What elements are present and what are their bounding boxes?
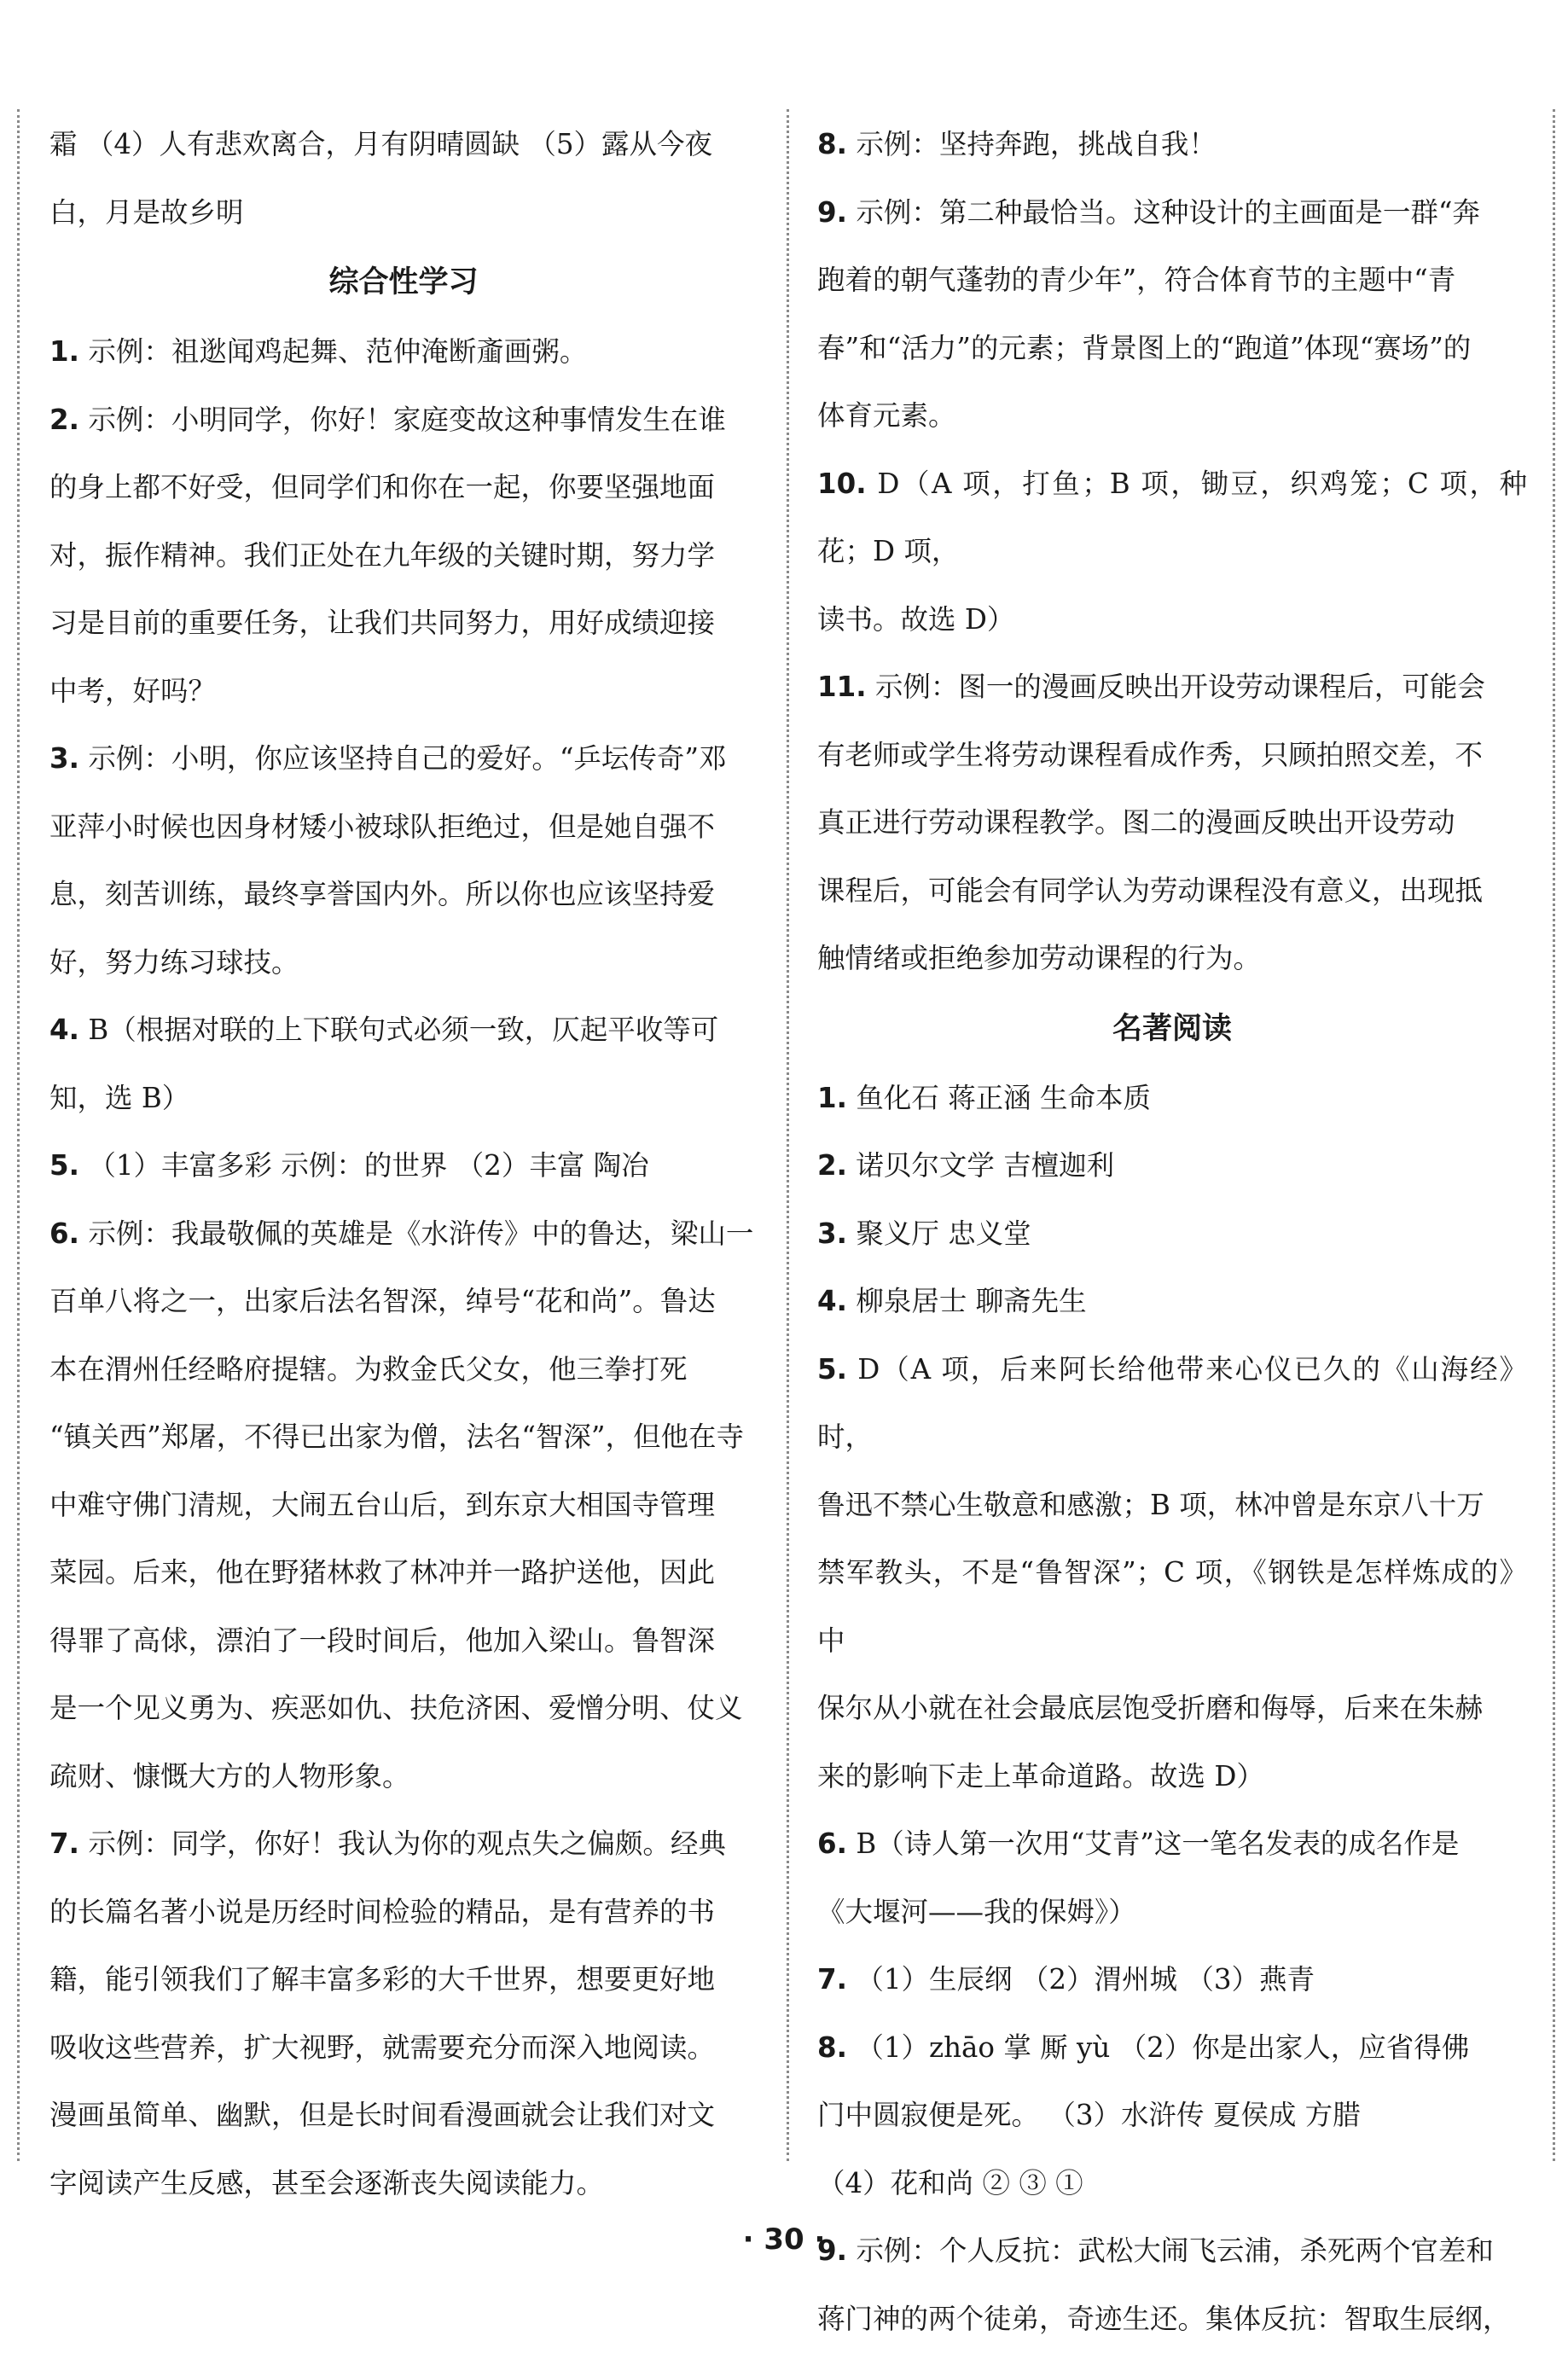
answer-line: [49, 1946, 758, 2014]
answer-text: 禁军教头，不是“鲁智深”；C 项，《钢铁是怎样炼成的》中: [817, 1556, 1527, 1657]
answer-line: [49, 725, 758, 793]
answer-text: 课程后，可能会有同学认为劳动课程没有意义，出现抵: [817, 874, 1483, 907]
answer-text: 真正进行劳动课程教学。图二的漫画反映出开设劳动: [817, 806, 1455, 839]
answer-text: 中难守佛门清规，大闹五台山后，到东京大相国寺管理: [49, 1489, 715, 1521]
comprehensive-study-answers-continued: [817, 111, 1527, 993]
answer-line: [817, 925, 1527, 993]
answer-number: 9.: [817, 2234, 847, 2267]
answer-number: 11.: [817, 671, 867, 703]
answer-text: （1）zhāo 掌 厮 yù （2）你是出家人，应省得佛: [856, 2031, 1469, 2064]
answer-item: [817, 179, 1527, 450]
answer-number: 6.: [817, 1827, 847, 1860]
answer-text: 中考，好吗？: [49, 675, 216, 707]
answer-text: 聚义厅 忠义堂: [856, 1217, 1031, 1250]
answer-line: [49, 658, 758, 726]
answer-text: 籍，能引领我们了解丰富多彩的大千世界，想要更好地: [49, 1963, 715, 1996]
right-column: [817, 111, 1527, 2353]
left-column: [49, 111, 758, 2217]
answer-number: 4.: [817, 1285, 847, 1317]
section-title-comprehensive-study: 综合性学习: [49, 248, 758, 317]
answer-text: 是一个见义勇为、疾恶如仇、扶危济困、爱憎分明、仗义: [49, 1692, 743, 1724]
answer-text: “镇关西”郑屠，不得已出家为僧，法名“智深”，但他在寺: [49, 1421, 744, 1453]
answer-text: 息，刻苦训练，最终享誉国内外。所以你也应该坚持爱: [49, 878, 715, 910]
classic-reading-answers: [817, 1065, 1527, 2353]
answer-line: [49, 929, 758, 997]
answer-text: 鱼化石 蒋正涵 生命本质: [856, 1082, 1151, 1114]
answer-text: 亚萍小时候也因身材矮小被球队拒绝过，但是她自强不: [49, 810, 715, 843]
answer-item: [817, 1810, 1527, 1946]
answer-item: [817, 1268, 1527, 1336]
answer-line: [49, 1336, 758, 1404]
answer-line: [49, 454, 758, 522]
answer-text: 知，选 B）: [49, 1082, 189, 1114]
answer-text: 的长篇名著小说是历经时间检验的精品，是有营养的书: [49, 1896, 715, 1928]
answer-text: 示例：坚持奔跑，挑战自我！: [856, 128, 1217, 160]
answer-text: 示例：同学，你好！我认为你的观点失之偏颇。经典: [88, 1827, 726, 1860]
text-line: 霜 （4）人有悲欢离合，月有阴晴圆缺 （5）露从今夜: [49, 111, 758, 179]
answer-line: [817, 2150, 1527, 2218]
answer-text: 吸收这些营养，扩大视野，就需要充分而深入地阅读。: [49, 2031, 715, 2064]
answer-text: 示例：图一的漫画反映出开设劳动课程后，可能会: [875, 671, 1485, 703]
answer-line: [49, 1200, 758, 1269]
column-divider: [787, 109, 789, 2161]
answer-text: 体育元素。: [817, 399, 956, 432]
answer-line: [49, 1132, 758, 1200]
answer-number: 5.: [817, 1353, 847, 1386]
answer-line: [817, 586, 1527, 654]
answer-line: [817, 1065, 1527, 1133]
answer-line: [817, 382, 1527, 450]
answer-line: [49, 522, 758, 590]
text-line: 白，月是故乡明: [49, 179, 758, 247]
answer-line: [49, 1268, 758, 1336]
answer-text: 对，振作精神。我们正处在九年级的关键时期，努力学: [49, 539, 715, 572]
answer-item: [817, 654, 1527, 993]
answer-item: [817, 450, 1527, 654]
answer-text: 的身上都不好受，但同学们和你在一起，你要坚强地面: [49, 471, 715, 503]
answer-text: （1）丰富多彩 示例：的世界 （2）丰富 陶冶: [88, 1149, 648, 1182]
answer-number: 4.: [49, 1014, 79, 1046]
answer-item: [49, 725, 758, 996]
answer-number: 6.: [49, 1217, 79, 1250]
answer-number: 5.: [49, 1149, 79, 1182]
answer-text: （1）生辰纲 （2）渭州城 （3）燕青: [856, 1963, 1315, 1996]
answer-text: 来的影响下走上革命道路。故选 D）: [817, 1760, 1264, 1792]
answer-line: [817, 1472, 1527, 1540]
answer-line: [49, 386, 758, 455]
answer-line: [49, 1743, 758, 1811]
answer-text: 蒋门神的两个徒弟，奇迹生还。集体反抗：智取生辰纲，: [817, 2303, 1511, 2335]
answer-line: [817, 1539, 1527, 1675]
answer-line: [49, 2082, 758, 2150]
answer-number: 8.: [817, 128, 847, 160]
answer-line: [817, 722, 1527, 790]
answer-line: [817, 1946, 1527, 2014]
answer-item: [817, 1200, 1527, 1269]
answer-text: 示例：祖逖闻鸡起舞、范仲淹断齑画粥。: [88, 335, 587, 368]
comprehensive-study-answers: [49, 318, 758, 2217]
answer-line: [49, 590, 758, 658]
answer-text: 疏财、慷慨大方的人物形象。: [49, 1760, 410, 1792]
answer-text: 门中圆寂便是死。 （3）水浒传 夏侯成 方腊: [817, 2099, 1361, 2131]
answer-line: [49, 1607, 758, 1676]
answer-text: 示例：我最敬佩的英雄是《水浒传》中的鲁达，梁山一: [88, 1217, 753, 1250]
answer-line: [817, 111, 1527, 179]
answer-line: [49, 2150, 758, 2218]
answer-line: [817, 247, 1527, 315]
answer-line: [817, 1268, 1527, 1336]
answer-text: 柳泉居士 聊斋先生: [856, 1285, 1086, 1317]
answer-text: D（A 项，打鱼；B 项，锄豆，织鸡笼；C 项，种花；D 项，: [817, 468, 1527, 568]
page-border-left: [17, 109, 20, 2161]
answer-number: 9.: [817, 196, 847, 229]
answer-number: 10.: [817, 468, 867, 500]
answer-line: [49, 793, 758, 862]
answer-line: [817, 450, 1527, 586]
answer-number: 7.: [49, 1827, 79, 1860]
answer-text: 春”和“活力”的元素；背景图上的“跑道”体现“赛场”的: [817, 332, 1471, 364]
answer-text: B（诗人第一次用“艾青”这一笔名发表的成名作是: [856, 1827, 1459, 1860]
answer-line: [49, 861, 758, 929]
answer-line: [817, 179, 1527, 247]
answer-line: [49, 318, 758, 386]
answer-text: 读书。故选 D）: [817, 603, 1014, 636]
answer-item: [49, 386, 758, 726]
answer-line: [49, 996, 758, 1065]
answer-number: 2.: [49, 404, 79, 436]
answer-line: [49, 1403, 758, 1472]
answer-text: 跑着的朝气蓬勃的青少年”，符合体育节的主题中“青: [817, 264, 1455, 296]
answer-item: [817, 111, 1527, 179]
answer-line: [817, 857, 1527, 926]
answer-item: [49, 1200, 758, 1811]
answer-line: [49, 2014, 758, 2083]
answer-text: 字阅读产生反感，甚至会逐渐丧失阅读能力。: [49, 2167, 604, 2199]
answer-text: 保尔从小就在社会最底层饱受折磨和侮辱，后来在朱赫: [817, 1692, 1483, 1724]
answer-number: 1.: [817, 1082, 847, 1114]
answer-number: 8.: [817, 2031, 847, 2064]
answer-text: D（A 项，后来阿长给他带来心仪已久的《山海经》时，: [817, 1353, 1527, 1454]
answer-item: [817, 2014, 1527, 2218]
answer-line: [817, 1743, 1527, 1811]
answer-text: 漫画虽简单、幽默，但是长时间看漫画就会让我们对文: [49, 2099, 715, 2131]
answer-line: [49, 1810, 758, 1879]
answer-text: 触情绪或拒绝参加劳动课程的行为。: [817, 942, 1261, 974]
intro-continuation: [49, 111, 758, 247]
answer-number: 1.: [49, 335, 79, 368]
answer-text: 诺贝尔文学 吉檀迦利: [856, 1149, 1114, 1182]
answer-text: 示例：第二种最恰当。这种设计的主画面是一群“奔: [856, 196, 1480, 229]
answer-line: [49, 1539, 758, 1607]
answer-item: [49, 318, 758, 386]
answer-line: [817, 315, 1527, 383]
answer-text: 习是目前的重要任务，让我们共同努力，用好成绩迎接: [49, 607, 715, 639]
answer-line: [817, 2014, 1527, 2083]
answer-text: 菜园。后来，他在野猪林救了林冲并一路护送他，因此: [49, 1556, 715, 1589]
answer-line: [49, 1065, 758, 1133]
answer-line: [49, 1675, 758, 1743]
answer-item: [817, 1336, 1527, 1811]
answer-text: 《大堰河——我的保姆》）: [817, 1896, 1136, 1928]
answer-line: [817, 1879, 1527, 1947]
answer-line: [817, 789, 1527, 857]
answer-line: [817, 1810, 1527, 1879]
answer-number: 2.: [817, 1149, 847, 1182]
answer-item: [49, 1810, 758, 2217]
answer-line: [817, 1132, 1527, 1200]
answer-text: 好，努力练习球技。: [49, 946, 299, 979]
answer-line: [817, 654, 1527, 722]
answer-number: 3.: [49, 742, 79, 775]
answer-text: 得罪了高俅，漂泊了一段时间后，他加入梁山。鲁智深: [49, 1624, 715, 1657]
answer-line: [49, 1472, 758, 1540]
answer-item: [817, 1946, 1527, 2014]
answer-item: [817, 1132, 1527, 1200]
page-number: · 30 ·: [0, 2222, 1568, 2257]
answer-line: [817, 2286, 1527, 2353]
answer-item: [817, 1065, 1527, 1133]
answer-text: （4）花和尚 ② ③ ①: [817, 2167, 1083, 2199]
answer-text: 鲁迅不禁心生敬意和感激；B 项，林冲曾是东京八十万: [817, 1489, 1484, 1521]
answer-text: B（根据对联的上下联句式必须一致，仄起平收等可: [88, 1014, 718, 1046]
answer-line: [817, 2082, 1527, 2150]
answer-number: 7.: [817, 1963, 847, 1996]
answer-text: 示例：小明同学，你好！家庭变故这种事情发生在谁: [88, 404, 726, 436]
answer-text: 示例：小明，你应该坚持自己的爱好。“乒坛传奇”邓: [88, 742, 726, 775]
answer-line: [817, 1336, 1527, 1472]
answer-text: 百单八将之一，出家后法名智深，绰号“花和尚”。鲁达: [49, 1285, 716, 1317]
page-border-right: [1553, 109, 1555, 2161]
answer-line: [817, 1200, 1527, 1269]
answer-line: [817, 1675, 1527, 1743]
section-title-classic-reading: 名著阅读: [817, 995, 1527, 1063]
answer-text: 示例：个人反抗：武松大闹飞云浦，杀死两个官差和: [856, 2234, 1494, 2267]
answer-line: [49, 1879, 758, 1947]
answer-text: 有老师或学生将劳动课程看成作秀，只顾拍照交差，不: [817, 739, 1483, 771]
answer-text: 本在渭州任经略府提辖。为救金氏父女，他三拳打死: [49, 1353, 688, 1386]
answer-number: 3.: [817, 1217, 847, 1250]
answer-item: [49, 1132, 758, 1200]
answer-item: [49, 996, 758, 1132]
